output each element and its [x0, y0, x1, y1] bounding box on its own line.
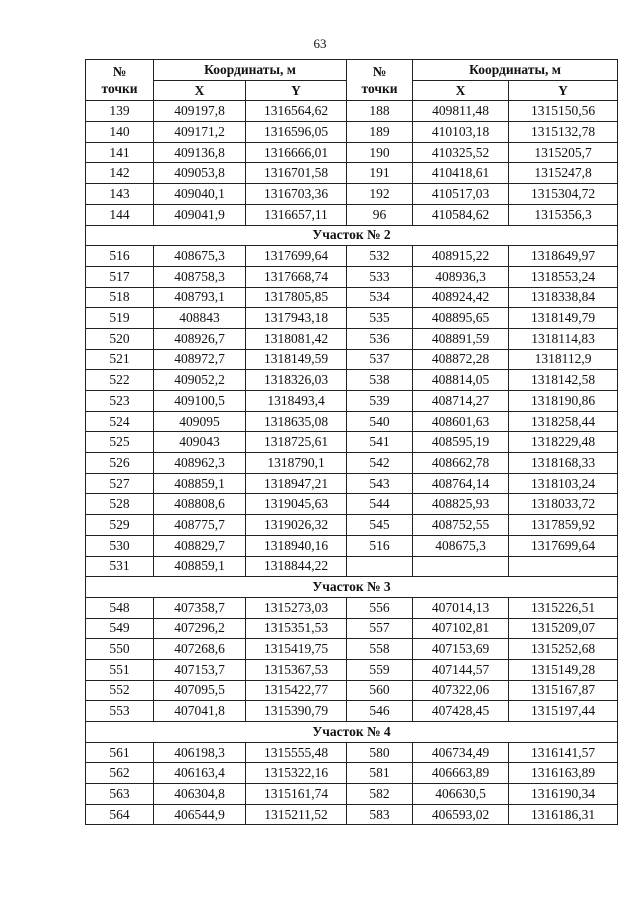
y-coordinate-cell: 1318649,97 [509, 246, 618, 267]
point-number-cell: 190 [347, 142, 413, 163]
y-coordinate-cell: 1316596,05 [246, 122, 347, 143]
y-coordinate-cell: 1318635,08 [246, 411, 347, 432]
x-coordinate-cell: 410103,18 [413, 122, 509, 143]
number-sign: № [112, 64, 127, 80]
x-coordinate-cell: 408872,28 [413, 349, 509, 370]
point-number-cell: 139 [86, 101, 154, 122]
x-coordinate-cell: 410418,61 [413, 163, 509, 184]
x-coordinate-cell: 408675,3 [154, 246, 246, 267]
section-header-row [86, 225, 618, 246]
table-row [86, 370, 618, 391]
point-number-cell: 561 [86, 742, 154, 763]
x-coordinate-cell: 408829,7 [154, 535, 246, 556]
point-number-cell: 581 [347, 763, 413, 784]
table-row [86, 597, 618, 618]
table-row [86, 680, 618, 701]
x-coordinate-cell: 407153,69 [413, 639, 509, 660]
table-row [86, 122, 618, 143]
x-coordinate-cell: 408595,19 [413, 432, 509, 453]
point-number-cell: 188 [347, 101, 413, 122]
point-number-header-left [86, 60, 154, 101]
table-row [86, 204, 618, 225]
y-coordinate-cell: 1318112,9 [509, 349, 618, 370]
y-coordinate-cell: 1315167,87 [509, 680, 618, 701]
table-row [86, 742, 618, 763]
point-number-cell: 546 [347, 701, 413, 722]
number-sign: № [372, 64, 387, 80]
point-number-cell: 143 [86, 184, 154, 205]
point-number-cell: 516 [347, 535, 413, 556]
x-coordinate-cell: 407268,6 [154, 639, 246, 660]
point-number-cell: 191 [347, 163, 413, 184]
point-number-cell: 526 [86, 453, 154, 474]
table-row [86, 659, 618, 680]
y-coordinate-cell: 1317699,64 [509, 535, 618, 556]
point-number-cell: 516 [86, 246, 154, 267]
point-number-cell: 518 [86, 287, 154, 308]
point-number-cell: 560 [347, 680, 413, 701]
y-coordinate-cell: 1315390,79 [246, 701, 347, 722]
table-row [86, 639, 618, 660]
y-coordinate-cell: 1318258,44 [509, 411, 618, 432]
y-header-left: Y [246, 80, 347, 101]
table-row [86, 701, 618, 722]
point-number-cell: 532 [347, 246, 413, 267]
x-coordinate-cell: 409197,8 [154, 101, 246, 122]
x-coordinate-cell: 406544,9 [154, 804, 246, 825]
point-number-cell: 539 [347, 391, 413, 412]
y-coordinate-cell: 1316564,62 [246, 101, 347, 122]
y-coordinate-cell: 1316666,01 [246, 142, 347, 163]
y-coordinate-cell: 1315367,53 [246, 659, 347, 680]
y-coordinate-cell: 1318190,86 [509, 391, 618, 412]
y-coordinate-cell: 1315209,07 [509, 618, 618, 639]
section-header-row [86, 722, 618, 743]
point-number-cell: 521 [86, 349, 154, 370]
point-number-cell: 520 [86, 328, 154, 349]
x-coordinate-cell: 407322,06 [413, 680, 509, 701]
x-coordinate-cell: 406593,02 [413, 804, 509, 825]
table-header [86, 60, 618, 101]
x-coordinate-cell: 408924,42 [413, 287, 509, 308]
x-coordinate-cell: 408891,59 [413, 328, 509, 349]
y-coordinate-cell: 1318790,1 [246, 453, 347, 474]
x-coordinate-cell: 409095 [154, 411, 246, 432]
x-coordinate-cell: 408764,14 [413, 473, 509, 494]
table-row [86, 266, 618, 287]
y-coordinate-cell: 1318725,61 [246, 432, 347, 453]
table-row [86, 556, 618, 577]
point-number-cell: 556 [347, 597, 413, 618]
table-row [86, 391, 618, 412]
x-coordinate-cell: 410325,52 [413, 142, 509, 163]
table-row [86, 784, 618, 805]
table-row [86, 349, 618, 370]
y-coordinate-cell: 1318947,21 [246, 473, 347, 494]
point-number-header-right [347, 60, 413, 101]
y-coordinate-cell: 1318168,33 [509, 453, 618, 474]
x-coordinate-cell: 409052,2 [154, 370, 246, 391]
y-coordinate-cell: 1318844,22 [246, 556, 347, 577]
y-coordinate-cell: 1317805,85 [246, 287, 347, 308]
x-coordinate-cell: 409043 [154, 432, 246, 453]
point-number-cell: 144 [86, 204, 154, 225]
x-coordinate-cell: 407041,8 [154, 701, 246, 722]
y-coordinate-cell: 1316141,57 [509, 742, 618, 763]
point-label: точки [101, 81, 138, 97]
x-coordinate-cell: 406663,89 [413, 763, 509, 784]
x-coordinate-cell: 407014,13 [413, 597, 509, 618]
y-coordinate-cell: 1315161,74 [246, 784, 347, 805]
x-coordinate-cell: 407095,5 [154, 680, 246, 701]
x-coordinate-cell: 408758,3 [154, 266, 246, 287]
coordinates-header-right: Координаты, м [413, 60, 618, 81]
point-number-cell: 549 [86, 618, 154, 639]
table-row [86, 328, 618, 349]
y-header-right: Y [509, 80, 618, 101]
point-number-cell: 541 [347, 432, 413, 453]
x-coordinate-cell: 407144,57 [413, 659, 509, 680]
y-coordinate-cell: 1317859,92 [509, 515, 618, 536]
y-coordinate-cell: 1315226,51 [509, 597, 618, 618]
y-coordinate-cell: 1319045,63 [246, 494, 347, 515]
point-label: точки [361, 81, 398, 97]
x-coordinate-cell: 408859,1 [154, 473, 246, 494]
point-number-cell: 522 [86, 370, 154, 391]
point-number-cell: 192 [347, 184, 413, 205]
table-row [86, 411, 618, 432]
table-row [86, 142, 618, 163]
y-coordinate-cell: 1315205,7 [509, 142, 618, 163]
point-number-cell: 96 [347, 204, 413, 225]
x-coordinate-cell: 406304,8 [154, 784, 246, 805]
x-coordinate-cell: 408775,7 [154, 515, 246, 536]
y-coordinate-cell: 1315273,03 [246, 597, 347, 618]
x-coordinate-cell: 408825,93 [413, 494, 509, 515]
point-number-cell: 582 [347, 784, 413, 805]
table-row [86, 184, 618, 205]
x-coordinate-cell: 408962,3 [154, 453, 246, 474]
point-number-cell: 523 [86, 391, 154, 412]
table-row [86, 287, 618, 308]
y-coordinate-cell: 1315247,8 [509, 163, 618, 184]
table-row [86, 453, 618, 474]
point-number-cell: 563 [86, 784, 154, 805]
point-number-cell: 564 [86, 804, 154, 825]
y-coordinate-cell: 1315132,78 [509, 122, 618, 143]
point-number-cell: 583 [347, 804, 413, 825]
table-row [86, 618, 618, 639]
point-number-cell: 543 [347, 473, 413, 494]
y-coordinate-cell: 1317943,18 [246, 308, 347, 329]
y-coordinate-cell: 1317699,64 [246, 246, 347, 267]
point-number-cell: 558 [347, 639, 413, 660]
point-number-cell: 535 [347, 308, 413, 329]
x-coordinate-cell: 408752,55 [413, 515, 509, 536]
point-number-cell: 519 [86, 308, 154, 329]
x-coordinate-cell: 408814,05 [413, 370, 509, 391]
y-coordinate-cell: 1315351,53 [246, 618, 347, 639]
table-row [86, 494, 618, 515]
x-coordinate-cell: 408843 [154, 308, 246, 329]
x-coordinate-cell: 408936,3 [413, 266, 509, 287]
y-coordinate-cell: 1316701,58 [246, 163, 347, 184]
x-coordinate-cell: 408915,22 [413, 246, 509, 267]
point-number-cell: 534 [347, 287, 413, 308]
y-coordinate-cell: 1318033,72 [509, 494, 618, 515]
table-row [86, 804, 618, 825]
y-coordinate-cell: 1318114,83 [509, 328, 618, 349]
point-number-cell: 527 [86, 473, 154, 494]
table-row [86, 763, 618, 784]
y-coordinate-cell: 1315197,44 [509, 701, 618, 722]
x-coordinate-cell: 409040,1 [154, 184, 246, 205]
x-coordinate-cell: 408793,1 [154, 287, 246, 308]
point-number-cell: 525 [86, 432, 154, 453]
x-coordinate-cell: 408675,3 [413, 535, 509, 556]
y-coordinate-cell: 1319026,32 [246, 515, 347, 536]
x-coordinate-cell: 408714,27 [413, 391, 509, 412]
y-coordinate-cell: 1315211,52 [246, 804, 347, 825]
table-row [86, 473, 618, 494]
y-coordinate-cell: 1315150,56 [509, 101, 618, 122]
y-coordinate-cell: 1316186,31 [509, 804, 618, 825]
y-coordinate-cell: 1315419,75 [246, 639, 347, 660]
x-coordinate-cell: 408601,63 [413, 411, 509, 432]
x-coordinate-cell: 407428,45 [413, 701, 509, 722]
point-number-cell: 542 [347, 453, 413, 474]
x-coordinate-cell: 406198,3 [154, 742, 246, 763]
point-number-cell: 548 [86, 597, 154, 618]
point-number-cell [347, 556, 413, 577]
x-coordinate-cell: 410584,62 [413, 204, 509, 225]
point-number-cell: 517 [86, 266, 154, 287]
y-coordinate-cell: 1315252,68 [509, 639, 618, 660]
y-coordinate-cell: 1316703,36 [246, 184, 347, 205]
y-coordinate-cell: 1318553,24 [509, 266, 618, 287]
y-coordinate-cell: 1318940,16 [246, 535, 347, 556]
y-coordinate-cell: 1318493,4 [246, 391, 347, 412]
table-row [86, 535, 618, 556]
x-coordinate-cell: 407153,7 [154, 659, 246, 680]
x-coordinate-cell: 409100,5 [154, 391, 246, 412]
y-coordinate-cell: 1318229,48 [509, 432, 618, 453]
x-coordinate-cell: 406630,5 [413, 784, 509, 805]
point-number-cell: 559 [347, 659, 413, 680]
x-coordinate-cell: 407102,81 [413, 618, 509, 639]
x-coordinate-cell: 408972,7 [154, 349, 246, 370]
table-row [86, 515, 618, 536]
x-header-right: X [413, 80, 509, 101]
point-number-cell: 544 [347, 494, 413, 515]
x-coordinate-cell: 410517,03 [413, 184, 509, 205]
point-number-cell: 557 [347, 618, 413, 639]
coordinates-table [85, 59, 618, 825]
x-coordinate-cell: 409811,48 [413, 101, 509, 122]
coordinates-header-left: Координаты, м [154, 60, 347, 81]
point-number-cell: 580 [347, 742, 413, 763]
y-coordinate-cell: 1315149,28 [509, 659, 618, 680]
x-coordinate-cell: 409041,9 [154, 204, 246, 225]
point-number-cell: 562 [86, 763, 154, 784]
point-number-cell: 538 [347, 370, 413, 391]
x-coordinate-cell: 408895,65 [413, 308, 509, 329]
y-coordinate-cell: 1316163,89 [509, 763, 618, 784]
point-number-cell: 553 [86, 701, 154, 722]
point-number-cell: 140 [86, 122, 154, 143]
y-coordinate-cell: 1315322,16 [246, 763, 347, 784]
table-row [86, 246, 618, 267]
point-number-cell: 533 [347, 266, 413, 287]
table-row [86, 432, 618, 453]
y-coordinate-cell: 1318338,84 [509, 287, 618, 308]
point-number-cell: 536 [347, 328, 413, 349]
y-coordinate-cell: 1318142,58 [509, 370, 618, 391]
y-coordinate-cell: 1316657,11 [246, 204, 347, 225]
y-coordinate-cell: 1315555,48 [246, 742, 347, 763]
y-coordinate-cell: 1316190,34 [509, 784, 618, 805]
section-header-row [86, 577, 618, 598]
y-coordinate-cell: 1315356,3 [509, 204, 618, 225]
x-coordinate-cell: 408859,1 [154, 556, 246, 577]
y-coordinate-cell: 1315422,77 [246, 680, 347, 701]
point-number-cell: 531 [86, 556, 154, 577]
table-row [86, 308, 618, 329]
section-title: Участок № 2 [86, 225, 618, 246]
x-coordinate-cell: 406163,4 [154, 763, 246, 784]
point-number-cell: 189 [347, 122, 413, 143]
y-coordinate-cell: 1315304,72 [509, 184, 618, 205]
y-coordinate-cell: 1317668,74 [246, 266, 347, 287]
page-number: 63 [313, 36, 327, 51]
y-coordinate-cell: 1318103,24 [509, 473, 618, 494]
x-coordinate-cell: 409053,8 [154, 163, 246, 184]
point-number-cell: 551 [86, 659, 154, 680]
x-coordinate-cell: 408662,78 [413, 453, 509, 474]
point-number-cell: 141 [86, 142, 154, 163]
section-title: Участок № 4 [86, 722, 618, 743]
y-coordinate-cell: 1318149,59 [246, 349, 347, 370]
point-number-cell: 540 [347, 411, 413, 432]
y-coordinate-cell: 1318326,03 [246, 370, 347, 391]
x-coordinate-cell: 406734,49 [413, 742, 509, 763]
table-row [86, 163, 618, 184]
point-number-cell: 552 [86, 680, 154, 701]
point-number-cell: 524 [86, 411, 154, 432]
x-coordinate-cell: 408808,6 [154, 494, 246, 515]
x-coordinate-cell: 407296,2 [154, 618, 246, 639]
point-number-cell: 142 [86, 163, 154, 184]
x-coordinate-cell: 407358,7 [154, 597, 246, 618]
point-number-cell: 528 [86, 494, 154, 515]
y-coordinate-cell: 1318149,79 [509, 308, 618, 329]
x-coordinate-cell [413, 556, 509, 577]
point-number-cell: 545 [347, 515, 413, 536]
x-header-left: X [154, 80, 246, 101]
table-row [86, 101, 618, 122]
point-number-cell: 550 [86, 639, 154, 660]
x-coordinate-cell: 409136,8 [154, 142, 246, 163]
y-coordinate-cell [509, 556, 618, 577]
section-title: Участок № 3 [86, 577, 618, 598]
x-coordinate-cell: 409171,2 [154, 122, 246, 143]
y-coordinate-cell: 1318081,42 [246, 328, 347, 349]
table-body [86, 101, 618, 825]
x-coordinate-cell: 408926,7 [154, 328, 246, 349]
point-number-cell: 530 [86, 535, 154, 556]
point-number-cell: 529 [86, 515, 154, 536]
point-number-cell: 537 [347, 349, 413, 370]
